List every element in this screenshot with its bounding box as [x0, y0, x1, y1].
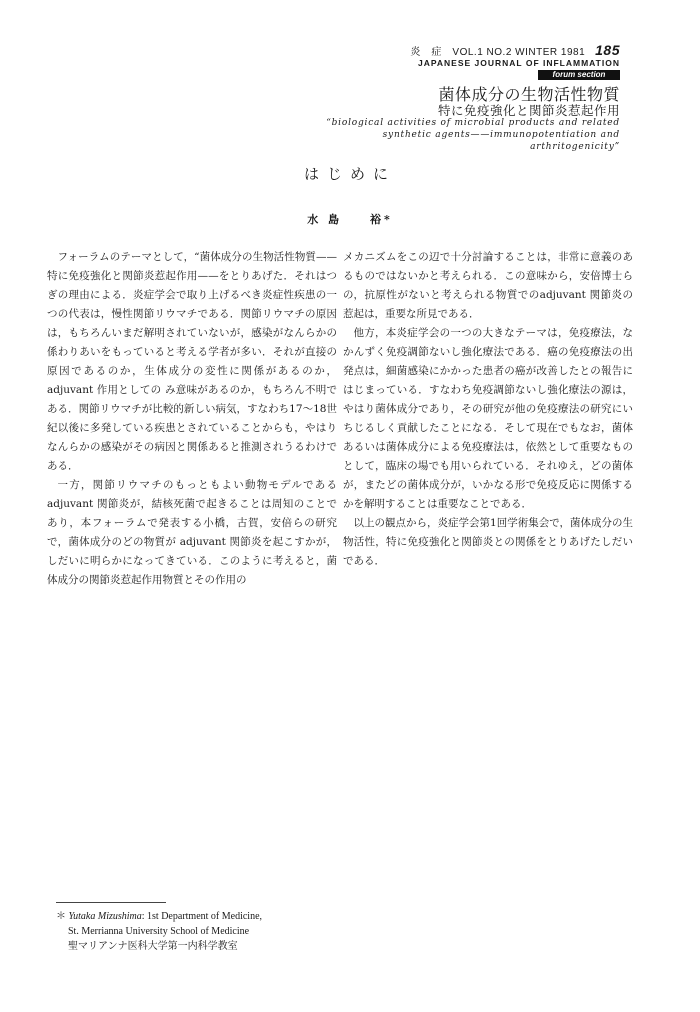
body-column-right — [343, 248, 633, 571]
journal-issue: 炎 症 VOL.1 NO.2 WINTER 1981 — [410, 47, 586, 58]
footnote-affiliation-1: : 1st Department of Medicine, — [141, 911, 263, 922]
footnote-marker: ＊ — [56, 911, 66, 922]
journal-volume-line — [410, 42, 620, 58]
paragraph: 一方，関節リウマチのもっともよい動物モデルであるadjuvant 関節炎が，結核死菌で起きることは周知のことであり，本フォーラムで発表する小橋，古賀，安倍らの研究で，菌体成分のどの物質が adjuvant 関節炎を起こすかが，しだいに明らかになってきている．このように考えると，菌体成分の関節炎惹起作用物質とその作用の — [47, 479, 337, 586]
footnote — [56, 909, 326, 954]
paragraph: 他方，本炎症学会の一つの大きなテーマは，免疫療法，なかんずく免疫調節ないし強化療法である．癌の免疫療法の出発点は，細菌感染にかかった患者の癌が改善したとの報告にはじまっている．すなわち免疫調節ないし強化療法の源は，やはり菌体成分であり，その研究が他の免疫療法の研究にいちじるしく貢献したことになる．そして現在でもなお，菌体あるいは菌体成分による免疫療法は，依然として重要なものとして，臨床の場でも用いられている．それゆえ，どの菌体が，またどの菌体成分が，いかなる形で免疫反応に関係するかを解明することは重要なことである． — [343, 327, 633, 510]
article-subtitle: 特に免疫強化と関節炎惹起作用 — [437, 103, 620, 118]
body-column-left — [47, 248, 337, 590]
author-name: 水 島 裕* — [307, 213, 393, 226]
footnote-divider — [56, 902, 166, 903]
footnote-affiliation-ja: 聖マリアンナ医科大学第一内科学教室 — [68, 941, 238, 952]
section-badge: forum section — [538, 70, 620, 80]
paragraph: メカニズムをこの辺で十分討論することは，非常に意義のあるものではないかと考えられる．この意味から，安倍博士らの，抗原性がないと考えられる物質でのadjuvant 関節炎の惹起は，重要な所見である． — [343, 251, 633, 320]
article-title: 菌体成分の生物活性物質 — [438, 85, 620, 104]
footnote-author-name: Yutaka Mizushima — [68, 911, 142, 922]
paragraph: 以上の観点から，炎症学会第1回学術集会で，菌体成分の生物活性，特に免疫強化と関節炎との関係をとりあげたしだいである． — [343, 517, 633, 567]
article-english-title: “biological activities of microbial products and related synthetic agents——immunopotentiation and arthritogenicity” — [326, 118, 620, 152]
page-number: 185 — [595, 42, 620, 58]
footnote-affiliation-2: St. Merrianna University School of Medicine — [68, 926, 250, 937]
section-heading: はじめに — [303, 165, 396, 183]
journal-name: JAPANESE JOURNAL OF INFLAMMATION — [417, 58, 620, 68]
paragraph: フォーラムのテーマとして，“菌体成分の生物活性物質——特に免疫強化と関節炎惹起作用——をとりあげた．それはつぎの理由による．炎症学会で取り上げるべき炎症性疾患の一つの代表は，慢性関節リウマチである．関節リウマチの原因は，もちろんいまだ解明されていないが，感染がなんらかの係わりあいをもっていると考える学者が多い．それが直接の原因であるのか，生体成分の変性に関係があるのか，adjuvant 作用としての み意味があるのか，もちろん不明である．関節リウマチが比較的新しい病気，すなわち17〜18世紀以後に多発している疾患とされていることからも，やはりなんらかの感染がその病因と関係あると推測されうるわけである． — [47, 251, 337, 472]
